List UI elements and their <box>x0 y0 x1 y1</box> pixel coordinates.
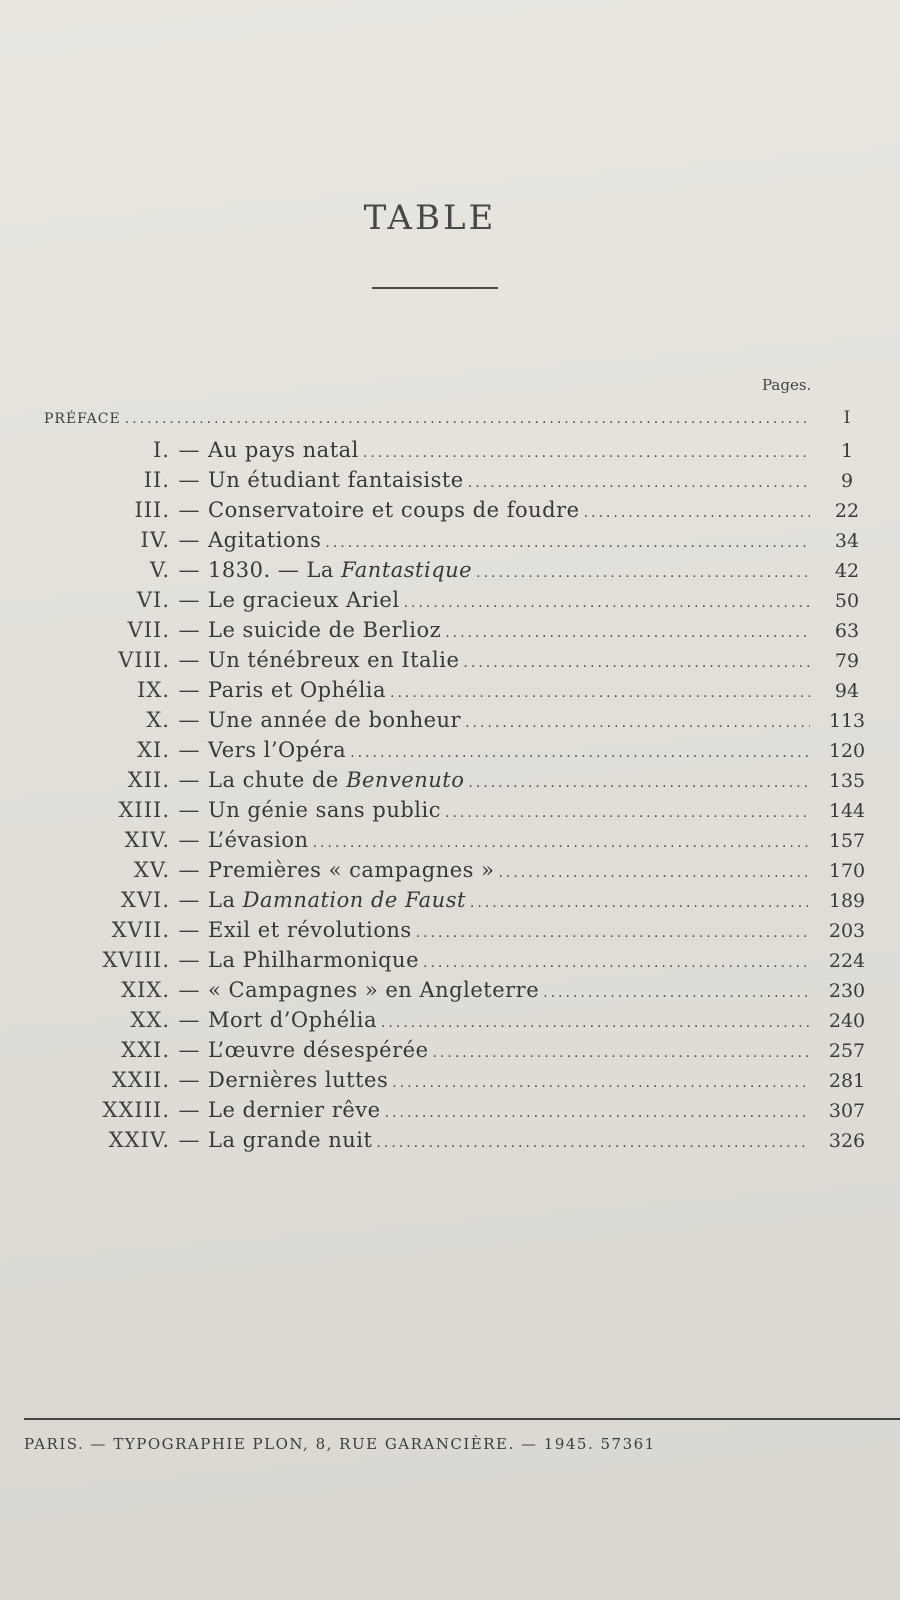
dash-separator: — <box>178 888 200 912</box>
chapter-title-text: Paris et Ophélia <box>208 678 387 702</box>
chapter-title <box>208 708 461 732</box>
chapter-title <box>208 828 309 852</box>
chapter-title-text: Le gracieux Ariel <box>208 588 400 612</box>
page-number: 34 <box>834 530 860 552</box>
page-number: 257 <box>828 1040 866 1062</box>
chapter-number: XXII. <box>111 1068 170 1092</box>
preface-label: PRÉFACE <box>44 411 121 427</box>
chapter-title-text: La <box>208 888 236 912</box>
chapter-title-text: « Campagnes » en Angleterre <box>208 978 540 1002</box>
chapter-title <box>208 738 346 762</box>
chapter-number: XXI. <box>121 1038 170 1062</box>
leader-dots <box>498 865 810 881</box>
toc-row <box>20 1008 880 1038</box>
toc-entries <box>20 438 880 1158</box>
page-number: 157 <box>828 830 866 852</box>
toc-row-preface <box>20 408 880 438</box>
page-number: 22 <box>834 500 860 522</box>
toc-row <box>20 918 880 948</box>
leader-dots <box>476 565 810 581</box>
footer-rule <box>24 1418 900 1420</box>
chapter-title-text: La chute de <box>208 768 339 792</box>
printer-imprint: PARIS. — TYPOGRAPHIE PLON, 8, RUE GARANCIÈRE. — 1945. 57361 <box>24 1435 656 1453</box>
chapter-title <box>208 618 441 642</box>
chapter-title-text: Le suicide de Berlioz <box>208 618 442 642</box>
leader-dots <box>313 835 810 851</box>
chapter-title <box>208 918 412 942</box>
pages-column-label: Pages. <box>762 376 812 394</box>
leader-dots <box>445 805 810 821</box>
chapter-title-italic: Damnation de Faust <box>242 888 466 912</box>
chapter-title <box>208 888 466 912</box>
chapter-title-text: Mort d’Ophélia <box>208 1008 377 1032</box>
dash-separator: — <box>178 918 200 942</box>
chapter-number: IV. <box>140 528 170 552</box>
dash-separator: — <box>178 588 200 612</box>
toc-row <box>20 738 880 768</box>
dash-separator: — <box>178 798 200 822</box>
chapter-number: VII. <box>127 618 170 642</box>
chapter-title-text: Vers l’Opéra <box>208 738 347 762</box>
leader-dots <box>423 955 810 971</box>
chapter-title <box>208 798 441 822</box>
dash-separator: — <box>178 528 200 552</box>
toc-row <box>20 768 880 798</box>
page-number: 240 <box>828 1010 866 1032</box>
chapter-number: XXIII. <box>102 1098 170 1122</box>
dash-separator: — <box>178 1128 200 1152</box>
title-rule <box>372 287 498 289</box>
page-number: 224 <box>828 950 866 972</box>
toc-row <box>20 888 880 918</box>
dash-separator: — <box>178 738 200 762</box>
dash-separator: — <box>178 678 200 702</box>
chapter-number: XIII. <box>118 798 170 822</box>
toc-row <box>20 618 880 648</box>
chapter-title <box>208 1098 381 1122</box>
page-number: 170 <box>828 860 866 882</box>
leader-dots <box>404 595 810 611</box>
page-number: 1 <box>840 440 854 462</box>
chapter-title-text: Dernières luttes <box>208 1068 389 1092</box>
toc-row <box>20 948 880 978</box>
toc-row <box>20 1128 880 1158</box>
leader-dots <box>392 1075 810 1091</box>
chapter-title <box>208 858 494 882</box>
dash-separator: — <box>178 708 200 732</box>
leader-dots <box>543 985 810 1001</box>
chapter-title-text: Agitations <box>208 528 322 552</box>
leader-dots <box>470 895 810 911</box>
toc-row <box>20 588 880 618</box>
page-number: 230 <box>828 980 866 1002</box>
page-number: 79 <box>834 650 860 672</box>
chapter-number: VI. <box>136 588 170 612</box>
chapter-title-text: Un génie sans public <box>208 798 441 822</box>
page-number: 203 <box>828 920 866 942</box>
chapter-title <box>208 1128 372 1152</box>
chapter-number: XIV. <box>124 828 170 852</box>
dash-separator: — <box>178 1008 200 1032</box>
chapter-number: VIII. <box>118 648 170 672</box>
chapter-title <box>208 978 539 1002</box>
chapter-number: XVIII. <box>102 948 170 972</box>
leader-dots <box>385 1105 810 1121</box>
toc-row <box>20 648 880 678</box>
leader-dots <box>584 505 810 521</box>
preface-page: I <box>843 408 851 428</box>
leader-dots <box>465 715 810 731</box>
chapter-title <box>208 948 419 972</box>
leader-dots <box>416 925 810 941</box>
toc-row <box>20 528 880 558</box>
page-title: TABLE <box>363 198 497 238</box>
page-number: 42 <box>834 560 860 582</box>
chapter-number: III. <box>134 498 170 522</box>
chapter-title-text: L’œuvre désespérée <box>208 1038 429 1062</box>
chapter-title <box>208 468 464 492</box>
chapter-title <box>208 588 400 612</box>
chapter-title-text: L’évasion <box>208 828 309 852</box>
chapter-title-italic: Fantastique <box>341 558 473 582</box>
chapter-title-text: Un ténébreux en Italie <box>208 648 460 672</box>
dash-separator: — <box>178 648 200 672</box>
table-of-contents <box>20 408 880 1158</box>
page-number: 50 <box>834 590 860 612</box>
dash-separator: — <box>178 1098 200 1122</box>
dash-separator: — <box>178 618 200 642</box>
chapter-number: XII. <box>127 768 170 792</box>
page-number: 307 <box>828 1100 866 1122</box>
dash-separator: — <box>178 438 200 462</box>
toc-row <box>20 498 880 528</box>
chapter-title <box>208 1008 377 1032</box>
dash-separator: — <box>178 1068 200 1092</box>
leader-dots <box>350 745 810 761</box>
leader-dots <box>463 655 810 671</box>
chapter-title <box>208 648 459 672</box>
chapter-number: I. <box>153 438 170 462</box>
chapter-title <box>208 558 472 582</box>
chapter-title-text: La grande nuit <box>208 1128 373 1152</box>
chapter-number: XVII. <box>111 918 170 942</box>
chapter-title <box>208 678 386 702</box>
page-number: 281 <box>828 1070 866 1092</box>
page-number: 144 <box>828 800 866 822</box>
leader-dots <box>376 1135 810 1151</box>
chapter-number: XV. <box>133 858 170 882</box>
page-number: 113 <box>828 710 866 732</box>
page-number: 9 <box>840 470 854 492</box>
chapter-title-text: 1830. — La <box>208 558 334 582</box>
leader-dots <box>325 535 810 551</box>
chapter-number: IX. <box>137 678 170 702</box>
chapter-number: XVI. <box>120 888 170 912</box>
page-number: 326 <box>828 1130 866 1152</box>
page-number: 189 <box>828 890 866 912</box>
toc-row <box>20 858 880 888</box>
chapter-title-text: Le dernier rêve <box>208 1098 381 1122</box>
toc-row <box>20 438 880 468</box>
chapter-number: XX. <box>130 1008 170 1032</box>
dash-separator: — <box>178 498 200 522</box>
chapter-title-italic: Benvenuto <box>346 768 465 792</box>
chapter-title-text: Un étudiant fantaisiste <box>208 468 464 492</box>
chapter-title-text: Premières « campagnes » <box>208 858 495 882</box>
chapter-title-text: Une année de bonheur <box>208 708 462 732</box>
leader-dots <box>468 475 810 491</box>
toc-row <box>20 1038 880 1068</box>
toc-row <box>20 708 880 738</box>
dash-separator: — <box>178 858 200 882</box>
page-number: 63 <box>834 620 860 642</box>
toc-row <box>20 1098 880 1128</box>
chapter-number: X. <box>146 708 170 732</box>
page-number: 94 <box>834 680 860 702</box>
chapter-number: XXIV. <box>108 1128 170 1152</box>
chapter-title <box>208 1038 429 1062</box>
chapter-title-text: Exil et révolutions <box>208 918 412 942</box>
dash-separator: — <box>178 1038 200 1062</box>
chapter-title <box>208 1068 388 1092</box>
toc-row <box>20 558 880 588</box>
chapter-number: II. <box>143 468 170 492</box>
toc-row <box>20 978 880 1008</box>
leader-dots <box>125 411 810 427</box>
leader-dots <box>468 775 810 791</box>
chapter-title <box>208 498 580 522</box>
leader-dots <box>390 685 810 701</box>
dash-separator: — <box>178 558 200 582</box>
chapter-number: XI. <box>137 738 170 762</box>
leader-dots <box>445 625 810 641</box>
toc-row <box>20 1068 880 1098</box>
chapter-number: XIX. <box>121 978 170 1002</box>
leader-dots <box>363 445 810 461</box>
dash-separator: — <box>178 828 200 852</box>
chapter-title-text: La Philharmonique <box>208 948 420 972</box>
toc-row <box>20 468 880 498</box>
chapter-title-text: Conservatoire et coups de foudre <box>208 498 580 522</box>
toc-row <box>20 678 880 708</box>
page-number: 135 <box>828 770 866 792</box>
toc-row <box>20 828 880 858</box>
dash-separator: — <box>178 768 200 792</box>
chapter-number: V. <box>149 558 170 582</box>
leader-dots <box>433 1045 811 1061</box>
dash-separator: — <box>178 948 200 972</box>
leader-dots <box>381 1015 810 1031</box>
chapter-title-text: Au pays natal <box>208 438 359 462</box>
dash-separator: — <box>178 468 200 492</box>
toc-row <box>20 798 880 828</box>
dash-separator: — <box>178 978 200 1002</box>
chapter-title <box>208 528 321 552</box>
chapter-title <box>208 438 359 462</box>
chapter-title <box>208 768 464 792</box>
page-number: 120 <box>828 740 866 762</box>
